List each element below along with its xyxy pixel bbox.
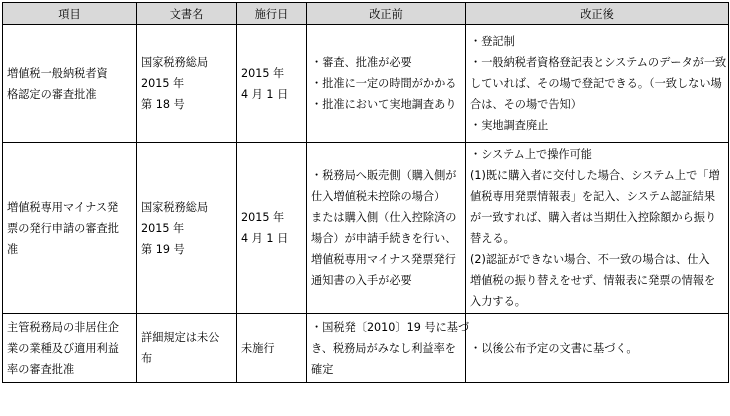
text-line: 増値税一般納税者資 [7,66,108,80]
text-line: 第 18 号 [141,98,185,111]
text-line: ・批准に一定の時間がかかる [311,77,457,90]
text-line: 通知書の入手が必要 [311,274,412,287]
cell-document [137,314,237,383]
table-row [3,25,729,143]
text-line: 第 19 号 [141,242,185,256]
cell-effective-date [237,143,307,314]
regulation-table [2,2,729,383]
text-line: 業の業種及び適用利益 [7,341,119,355]
text-line: 詳細規定は未公 [141,331,220,344]
text-line: 4 月 1 日 [241,87,289,101]
text-line: 場合）が申請手続きを行い、 [311,232,457,245]
cell-item [3,143,137,314]
text-line: (2)認証ができない場合、不一致の場合は、仕入 [470,253,710,266]
text-line: ・一般納税者資格登記表とシステムのデータが一致 [470,56,727,69]
text-line: 率の審査批准 [7,362,75,376]
header-document: 文書名 [137,3,237,25]
table-row [3,314,729,383]
cell-item [3,314,137,383]
cell-document [137,25,237,143]
text-line: が一致すれば、購入者は当期仕入控除額から振り [470,211,717,224]
cell-after [466,314,729,383]
text-line: 仕入増値税未控除の場合） [311,190,446,203]
cell-document [137,143,237,314]
text-line: 2015 年 [241,66,285,80]
text-line: 2015 年 [141,221,185,235]
cell-item [3,25,137,143]
cell-effective-date [237,314,307,383]
text-line: ・実地調査廃止 [470,119,549,132]
cell-after [466,25,729,143]
text-line: 入力する。 [470,295,526,308]
text-line: (1)既に購入者に交付した場合、システム上で「増 [470,169,720,182]
text-line: 増値税専用マイナス発票発行 [311,253,456,266]
text-line: または購入側（仕入控除済の [311,211,457,224]
text-line: ・審査、批准が必要 [311,56,412,69]
header-before-revision: 改正前 [307,3,466,25]
text-line: 格認定の審査批准 [7,87,97,101]
text-line: 未施行 [241,341,275,355]
text-line: ・国税発〔2010〕19 号に基づ [311,320,470,334]
header-row [3,3,729,25]
text-line: 布 [141,352,153,365]
text-line: ・システム上で操作可能 [470,148,592,161]
cell-before [307,25,466,143]
text-line: 主管税務局の非居住企 [7,320,119,334]
text-line: 票の発行申請の審査批 [7,221,119,235]
text-line: 国家税務総局 [141,56,209,69]
header-item: 項目 [3,3,137,25]
text-line: 准 [7,242,19,256]
text-line: 合は、その場で告知） [470,98,582,111]
text-line: 増値税の振り替えをせず、情報表に発票の情報を [470,274,716,287]
cell-before [307,314,470,383]
text-line: 替える。 [470,232,515,245]
cell-effective-date [237,25,307,143]
table-row [3,143,729,314]
text-line: 値税専用発票情報表」を記入、システム認証結果 [470,190,716,203]
text-line: していれば、その場で登記できる。（一致しない場 [470,77,722,90]
text-line: 4 月 1 日 [241,232,289,245]
text-line: き、税務局がみなし利益率を [311,341,456,355]
cell-after [466,143,729,314]
text-line: ・税務局へ販売側（購入側が [311,169,457,182]
text-line: 確定 [311,362,334,376]
text-line: ・批准において実地調査あり [311,98,457,111]
header-effective-date: 施行日 [237,3,307,25]
header-after-revision: 改正後 [466,3,729,25]
text-line: 2015 年 [141,77,185,90]
cell-before [307,143,466,314]
text-line: ・以後公布予定の文書に基づく。 [470,341,638,355]
text-line: 2015 年 [241,211,285,224]
text-line: 増値税専用マイナス発 [7,200,119,214]
text-line: 国家税務総局 [141,200,209,214]
text-line: ・登記制 [470,35,515,48]
